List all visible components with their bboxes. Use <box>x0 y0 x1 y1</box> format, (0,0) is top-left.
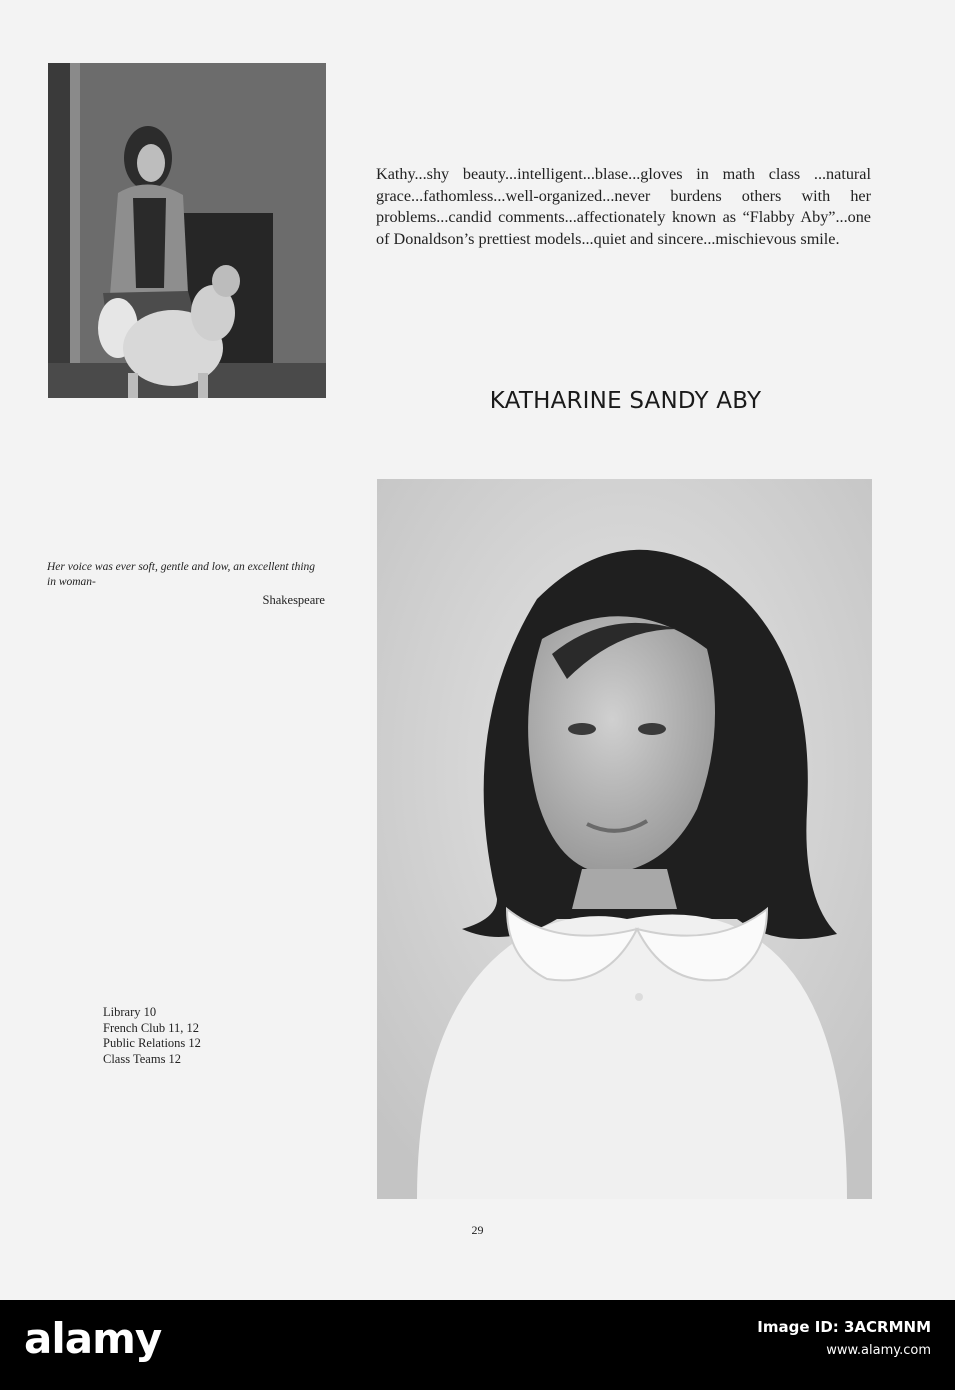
activity-item: Public Relations 12 <box>103 1036 201 1050</box>
page-number: 29 <box>471 1223 484 1237</box>
student-description: Kathy...shy beauty...intelligent...blase...gloves in math class ...natural grace...fathomless...well-organized...never burdens others with her problems...candid comments...affectionately known as “Flabby Aby”...one of Donaldson’s prettiest models...quiet and sincere...mischievous smile. <box>376 165 871 248</box>
stock-banner <box>0 1300 955 1390</box>
activity-item: French Club 11, 12 <box>103 1020 200 1035</box>
portrait-photo <box>377 479 872 1199</box>
quote-block <box>47 560 325 608</box>
portrait-photo-illustration <box>377 479 872 1199</box>
activities-list <box>103 1005 201 1067</box>
quote-text: Her voice was ever soft, gentle and low, an excellent thing in woman- <box>47 561 316 588</box>
image-id-text: Image ID: 3ACRMNM <box>757 1318 931 1336</box>
brand-logo: alamy <box>24 1314 162 1363</box>
quote-author: Shakespeare <box>262 593 325 607</box>
activity-item: Library 10 <box>103 1005 157 1019</box>
activity-item: Class Teams 12 <box>103 1051 182 1066</box>
candid-photo-illustration <box>48 63 326 398</box>
site-url: www.alamy.com <box>826 1343 931 1358</box>
candid-photo <box>48 63 326 398</box>
student-name: KATHARINE SANDY ABY <box>489 388 762 414</box>
image-id-block <box>757 1318 931 1360</box>
